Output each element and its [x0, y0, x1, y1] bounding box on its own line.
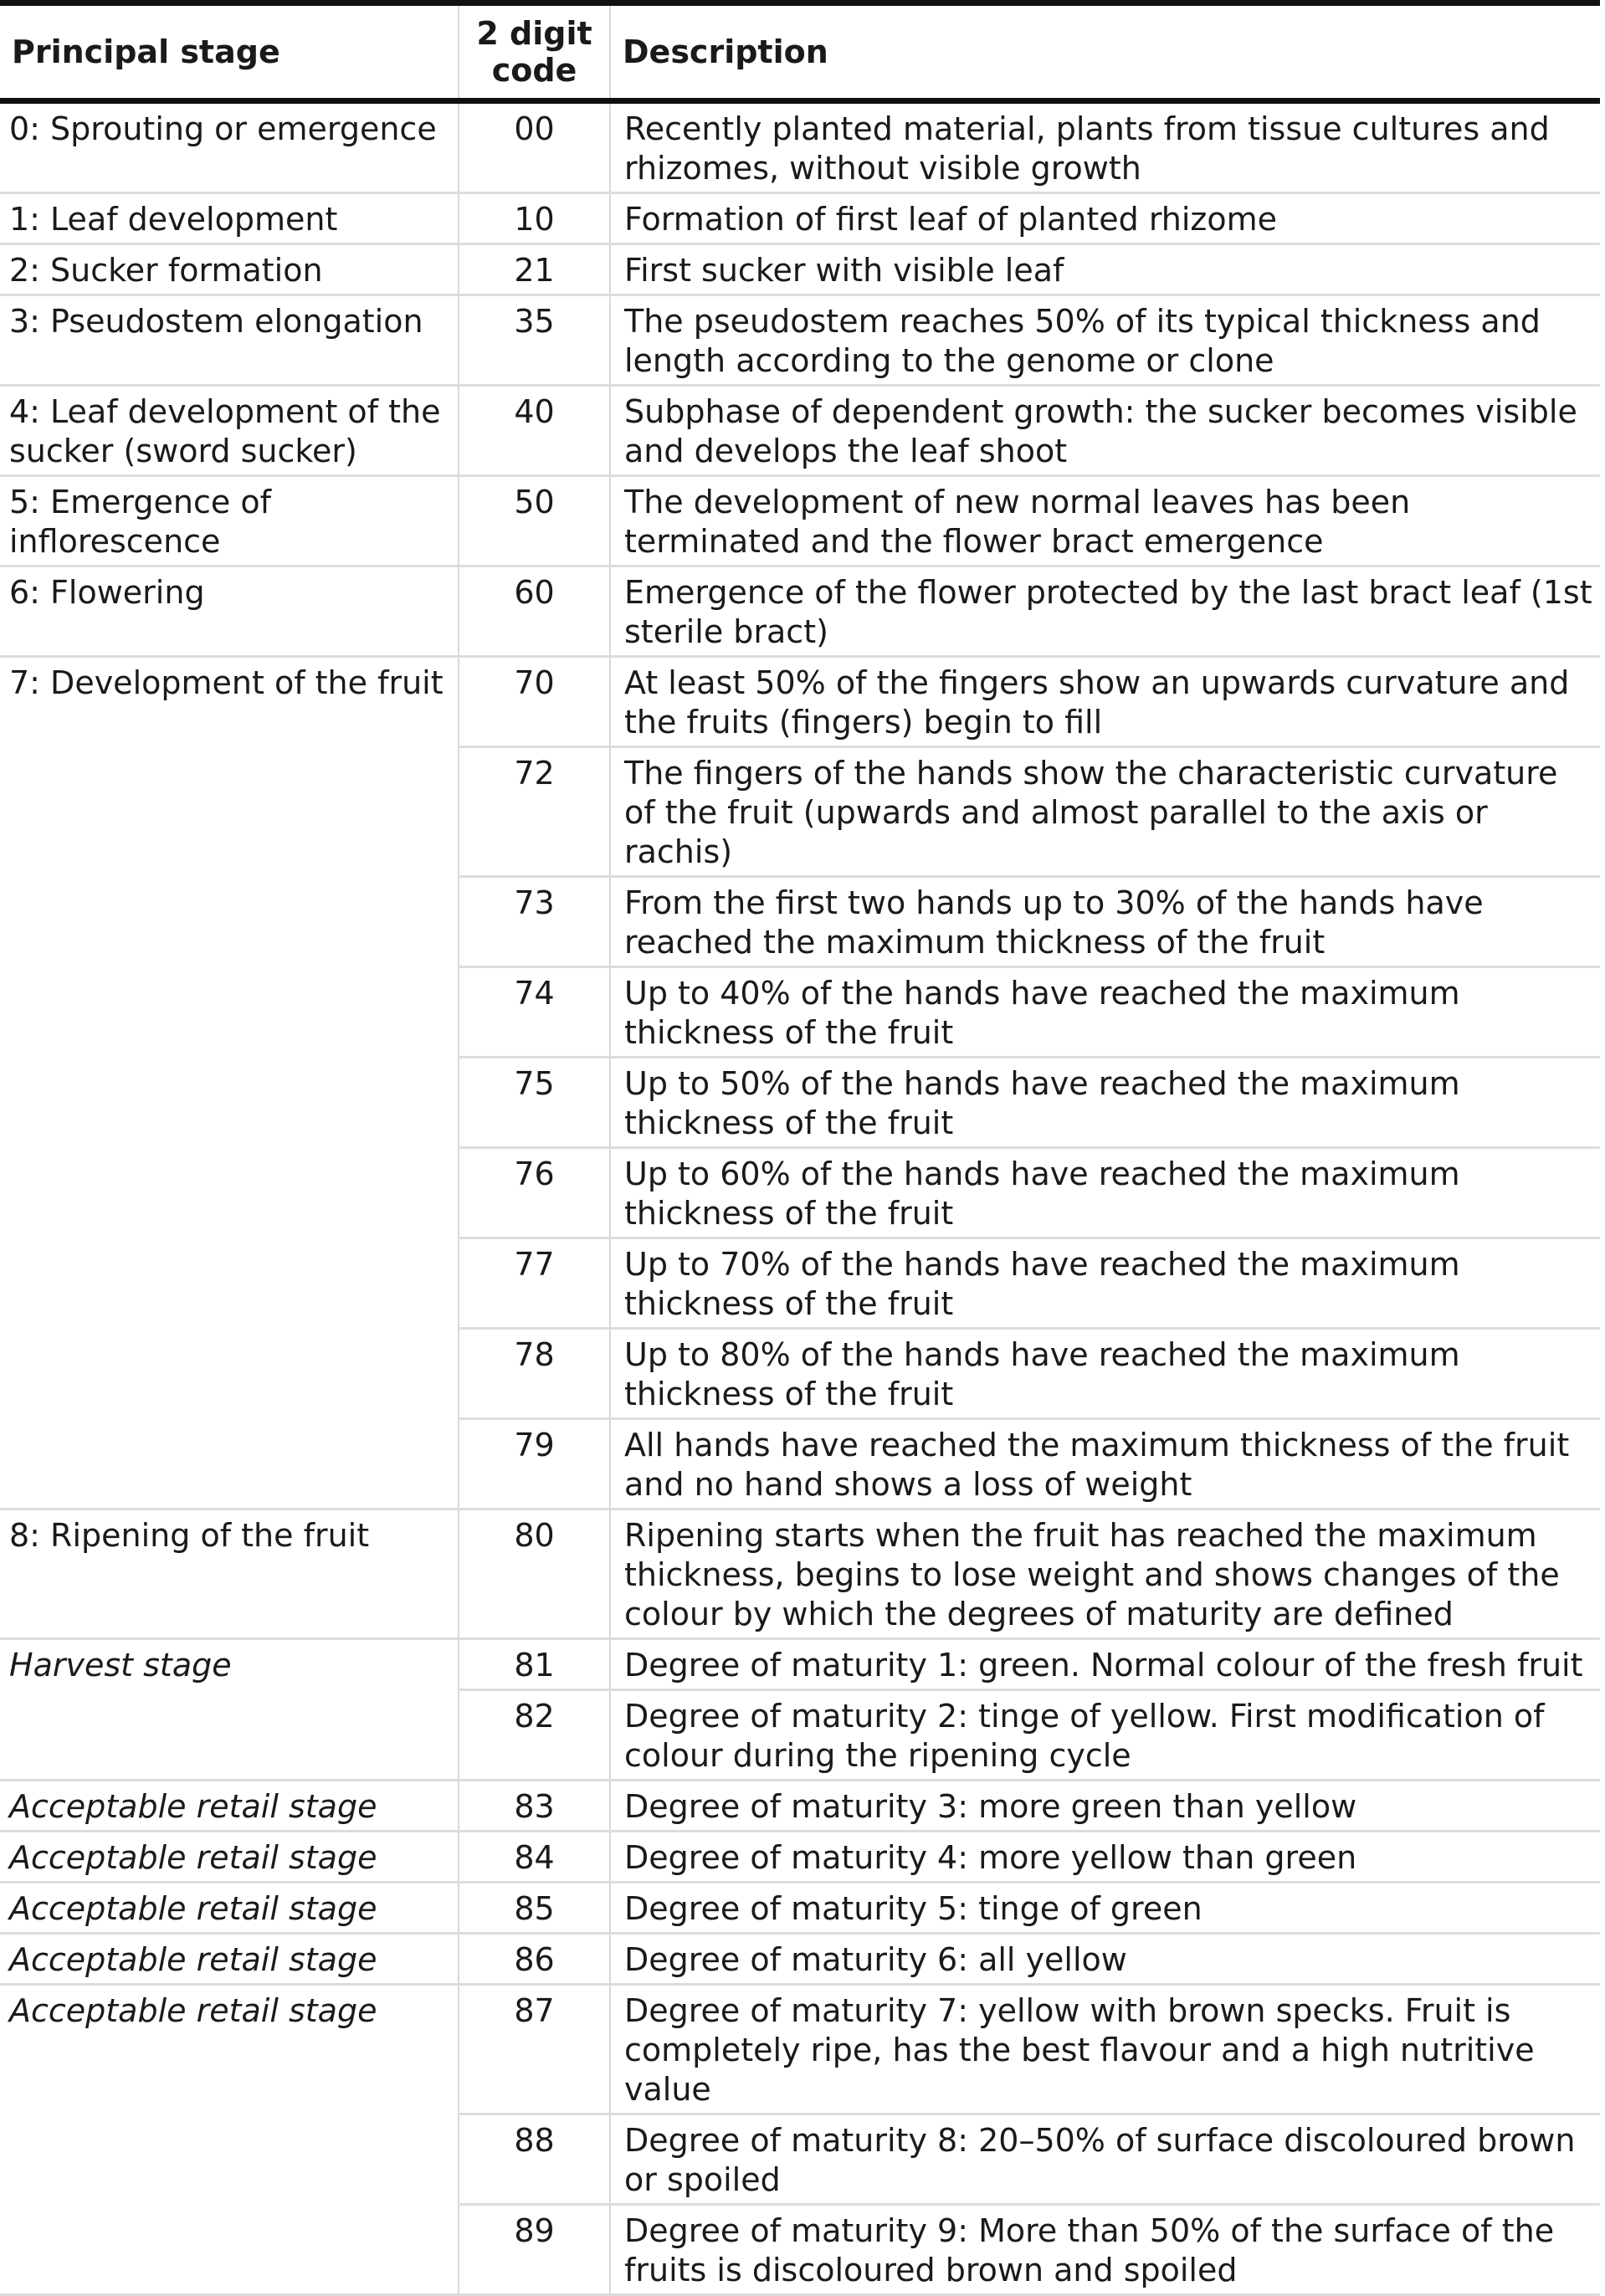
- principal-stage-cell: 7: Development of the fruit: [0, 657, 459, 1509]
- code-cell: 72: [459, 747, 610, 877]
- description-cell: Up to 40% of the hands have reached the maximum thickness of the fruit: [610, 967, 1600, 1058]
- code-cell: 74: [459, 967, 610, 1058]
- code-cell: 88: [459, 2114, 610, 2205]
- description-cell: Up to 70% of the hands have reached the maximum thickness of the fruit: [610, 1238, 1600, 1329]
- description-cell: Emergence of the flower protected by the last bract leaf (1st sterile bract): [610, 566, 1600, 657]
- header-code-line1: 2 digit: [476, 15, 592, 52]
- description-cell: Subphase of dependent growth: the sucker becomes visible and develops the leaf shoot: [610, 386, 1600, 476]
- description-cell: The development of new normal leaves has been terminated and the flower bract emergence: [610, 476, 1600, 566]
- code-cell: 10: [459, 193, 610, 244]
- principal-stage-cell: Acceptable retail stage: [0, 1934, 459, 1985]
- description-cell: Degree of maturity 8: 20–50% of surface discoloured brown or spoiled: [610, 2114, 1600, 2205]
- principal-stage-cell: 8: Ripening of the fruit: [0, 1509, 459, 1639]
- table-row: [0, 1883, 1600, 1934]
- description-cell: Degree of maturity 2: tinge of yellow. First modification of colour during the ripening cycle: [610, 1690, 1600, 1781]
- table-row: [0, 193, 1600, 244]
- description-cell: Degree of maturity 6: all yellow: [610, 1934, 1600, 1985]
- description-cell: From the first two hands up to 30% of the hands have reached the maximum thickness of the fruit: [610, 877, 1600, 967]
- code-cell: 82: [459, 1690, 610, 1781]
- principal-stage-cell: Acceptable retail stage: [0, 1985, 459, 2295]
- table-row: [0, 566, 1600, 657]
- description-cell: Degree of maturity 7: yellow with brown specks. Fruit is completely ripe, has the best flavour and a high nutritive value: [610, 1985, 1600, 2114]
- code-cell: 78: [459, 1329, 610, 1419]
- principal-stage-cell: Acceptable retail stage: [0, 1883, 459, 1934]
- description-cell: Recently planted material, plants from tissue cultures and rhizomes, without visible growth: [610, 101, 1600, 193]
- description-cell: All hands have reached the maximum thickness of the fruit and no hand shows a loss of weight: [610, 1419, 1600, 1509]
- description-cell: Degree of maturity 3: more green than yellow: [610, 1781, 1600, 1832]
- table-header: [0, 3, 1600, 101]
- table-row: [0, 1781, 1600, 1832]
- table-row: [0, 295, 1600, 386]
- principal-stage-cell: 6: Flowering: [0, 566, 459, 657]
- code-cell: 87: [459, 1985, 610, 2114]
- description-cell: Up to 50% of the hands have reached the maximum thickness of the fruit: [610, 1058, 1600, 1148]
- description-cell: First sucker with visible leaf: [610, 244, 1600, 295]
- table-row: [0, 244, 1600, 295]
- description-cell: Up to 80% of the hands have reached the maximum thickness of the fruit: [610, 1329, 1600, 1419]
- code-cell: 77: [459, 1238, 610, 1329]
- table-row: [0, 1985, 1600, 2114]
- description-cell: Degree of maturity 4: more yellow than green: [610, 1832, 1600, 1883]
- table-row: [0, 1832, 1600, 1883]
- header-description: Description: [610, 3, 1600, 101]
- code-cell: 00: [459, 101, 610, 193]
- description-cell: The fingers of the hands show the characteristic curvature of the fruit (upwards and almost parallel to the axis or rachis): [610, 747, 1600, 877]
- code-cell: 35: [459, 295, 610, 386]
- principal-stage-cell: 1: Leaf development: [0, 193, 459, 244]
- code-cell: 84: [459, 1832, 610, 1883]
- header-principal-stage: Principal stage: [0, 3, 459, 101]
- description-cell: The pseudostem reaches 50% of its typical thickness and length according to the genome or clone: [610, 295, 1600, 386]
- table-row: [0, 476, 1600, 566]
- code-cell: 86: [459, 1934, 610, 1985]
- principal-stage-cell: 2: Sucker formation: [0, 244, 459, 295]
- code-cell: 70: [459, 657, 610, 747]
- table-row: [0, 101, 1600, 193]
- table-body: [0, 101, 1600, 2295]
- code-cell: 50: [459, 476, 610, 566]
- code-cell: 89: [459, 2205, 610, 2295]
- principal-stage-cell: 0: Sprouting or emergence: [0, 101, 459, 193]
- table-row: [0, 1934, 1600, 1985]
- code-cell: 81: [459, 1639, 610, 1690]
- code-cell: 76: [459, 1148, 610, 1238]
- description-cell: Degree of maturity 1: green. Normal colour of the fresh fruit: [610, 1639, 1600, 1690]
- code-cell: 75: [459, 1058, 610, 1148]
- code-cell: 85: [459, 1883, 610, 1934]
- description-cell: Degree of maturity 5: tinge of green: [610, 1883, 1600, 1934]
- principal-stage-cell: Acceptable retail stage: [0, 1781, 459, 1832]
- code-cell: 83: [459, 1781, 610, 1832]
- description-cell: At least 50% of the fingers show an upwards curvature and the fruits (fingers) begin to fill: [610, 657, 1600, 747]
- principal-stage-cell: Harvest stage: [0, 1639, 459, 1781]
- description-cell: Degree of maturity 9: More than 50% of the surface of the fruits is discoloured brown and spoiled: [610, 2205, 1600, 2295]
- principal-stage-cell: 3: Pseudostem elongation: [0, 295, 459, 386]
- header-code-line2: code: [491, 52, 577, 89]
- table-row: [0, 657, 1600, 747]
- principal-stage-cell: 5: Emergence of inflorescence: [0, 476, 459, 566]
- code-cell: 60: [459, 566, 610, 657]
- description-cell: Ripening starts when the fruit has reached the maximum thickness, begins to lose weight and shows changes of the colour by which the degrees of maturity are defined: [610, 1509, 1600, 1639]
- header-row: [0, 3, 1600, 101]
- table-row: [0, 1509, 1600, 1639]
- description-cell: Up to 60% of the hands have reached the maximum thickness of the fruit: [610, 1148, 1600, 1238]
- code-cell: 21: [459, 244, 610, 295]
- code-cell: 73: [459, 877, 610, 967]
- code-cell: 79: [459, 1419, 610, 1509]
- code-cell: 80: [459, 1509, 610, 1639]
- table-row: [0, 386, 1600, 476]
- code-cell: 40: [459, 386, 610, 476]
- principal-stage-cell: 4: Leaf development of the sucker (sword sucker): [0, 386, 459, 476]
- description-cell: Formation of first leaf of planted rhizome: [610, 193, 1600, 244]
- table-row: [0, 1639, 1600, 1690]
- principal-stage-cell: Acceptable retail stage: [0, 1832, 459, 1883]
- header-code: [459, 3, 610, 101]
